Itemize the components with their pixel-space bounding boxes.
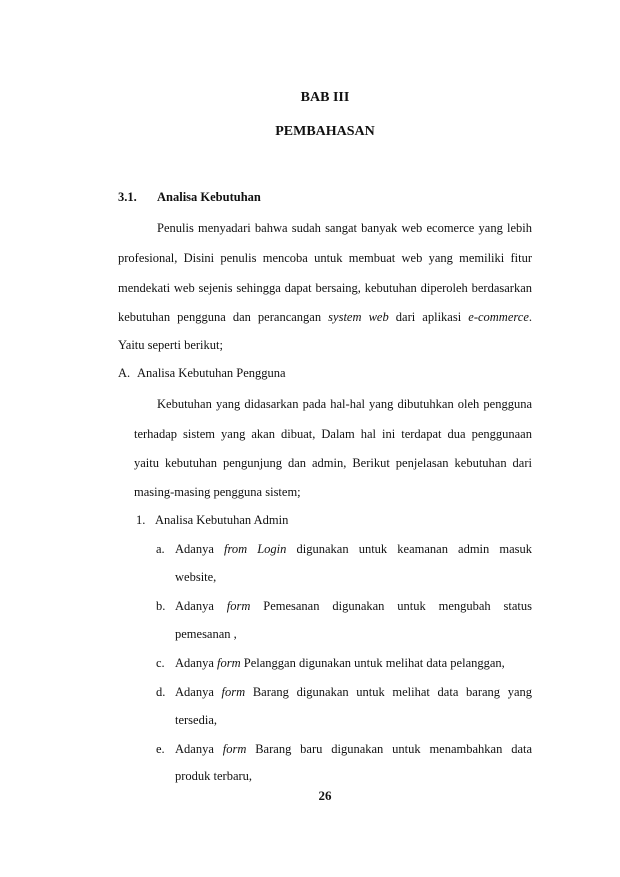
list1-title: Analisa Kebutuhan Admin <box>155 513 289 527</box>
subsection-a-marker: A. <box>118 366 131 380</box>
subsection-a-line-2: terhadap sistem yang akan dibuat, Dalam hal ini terdapat dua penggunaan <box>134 427 532 441</box>
item-b-cont: pemesanan , <box>175 627 237 641</box>
chapter-subtitle: PEMBAHASAN <box>275 124 375 139</box>
chapter-title: BAB III <box>300 90 350 105</box>
page-number: 26 <box>318 788 332 803</box>
intro-line-2: profesional, Disini penulis mencoba untuk membuat web yang memiliki fitur <box>118 251 532 265</box>
item-b-line: Adanya form Pemesanan digunakan untuk mengubah status <box>175 599 533 613</box>
item-e-cont: produk terbaru, <box>175 769 253 783</box>
section-number: 3.1. <box>118 190 137 204</box>
item-d-cont: tersedia, <box>175 713 217 727</box>
item-d-line: Adanya form Barang digunakan untuk melihat data barang yang <box>175 685 532 699</box>
item-a-line: Adanya from Login digunakan untuk keamanan admin masuk <box>175 542 533 556</box>
item-b-marker: b. <box>156 599 166 613</box>
intro-line-5: Yaitu seperti berikut; <box>118 338 223 352</box>
subsection-a-title: Analisa Kebutuhan Pengguna <box>137 366 286 380</box>
item-a-marker: a. <box>156 542 165 556</box>
item-d-marker: d. <box>156 685 166 699</box>
item-e-marker: e. <box>156 742 165 756</box>
item-c-line: Adanya form Pelanggan digunakan untuk melihat data pelanggan, <box>175 656 505 670</box>
intro-line-3: mendekati web sejenis sehingga dapat bersaing, kebutuhan diperoleh berdasarkan <box>118 281 532 295</box>
subsection-a-line-4: masing-masing pengguna sistem; <box>134 485 301 499</box>
item-e-line: Adanya form Barang baru digunakan untuk menambahkan data <box>175 742 533 756</box>
section-title: Analisa Kebutuhan <box>157 190 261 204</box>
intro-line-1: Penulis menyadari bahwa sudah sangat banyak web ecomerce yang lebih <box>157 221 532 235</box>
subsection-a-line-1: Kebutuhan yang didasarkan pada hal-hal yang dibutuhkan oleh pengguna <box>157 397 532 411</box>
intro-line-4: kebutuhan pengguna dan perancangan system web dari aplikasi e-commerce. <box>118 310 532 324</box>
subsection-a-line-3: yaitu kebutuhan pengunjung dan admin, Berikut penjelasan kebutuhan dari <box>134 456 532 470</box>
list1-marker: 1. <box>136 513 146 527</box>
item-c-marker: c. <box>156 656 165 670</box>
item-a-cont: website, <box>175 570 217 584</box>
